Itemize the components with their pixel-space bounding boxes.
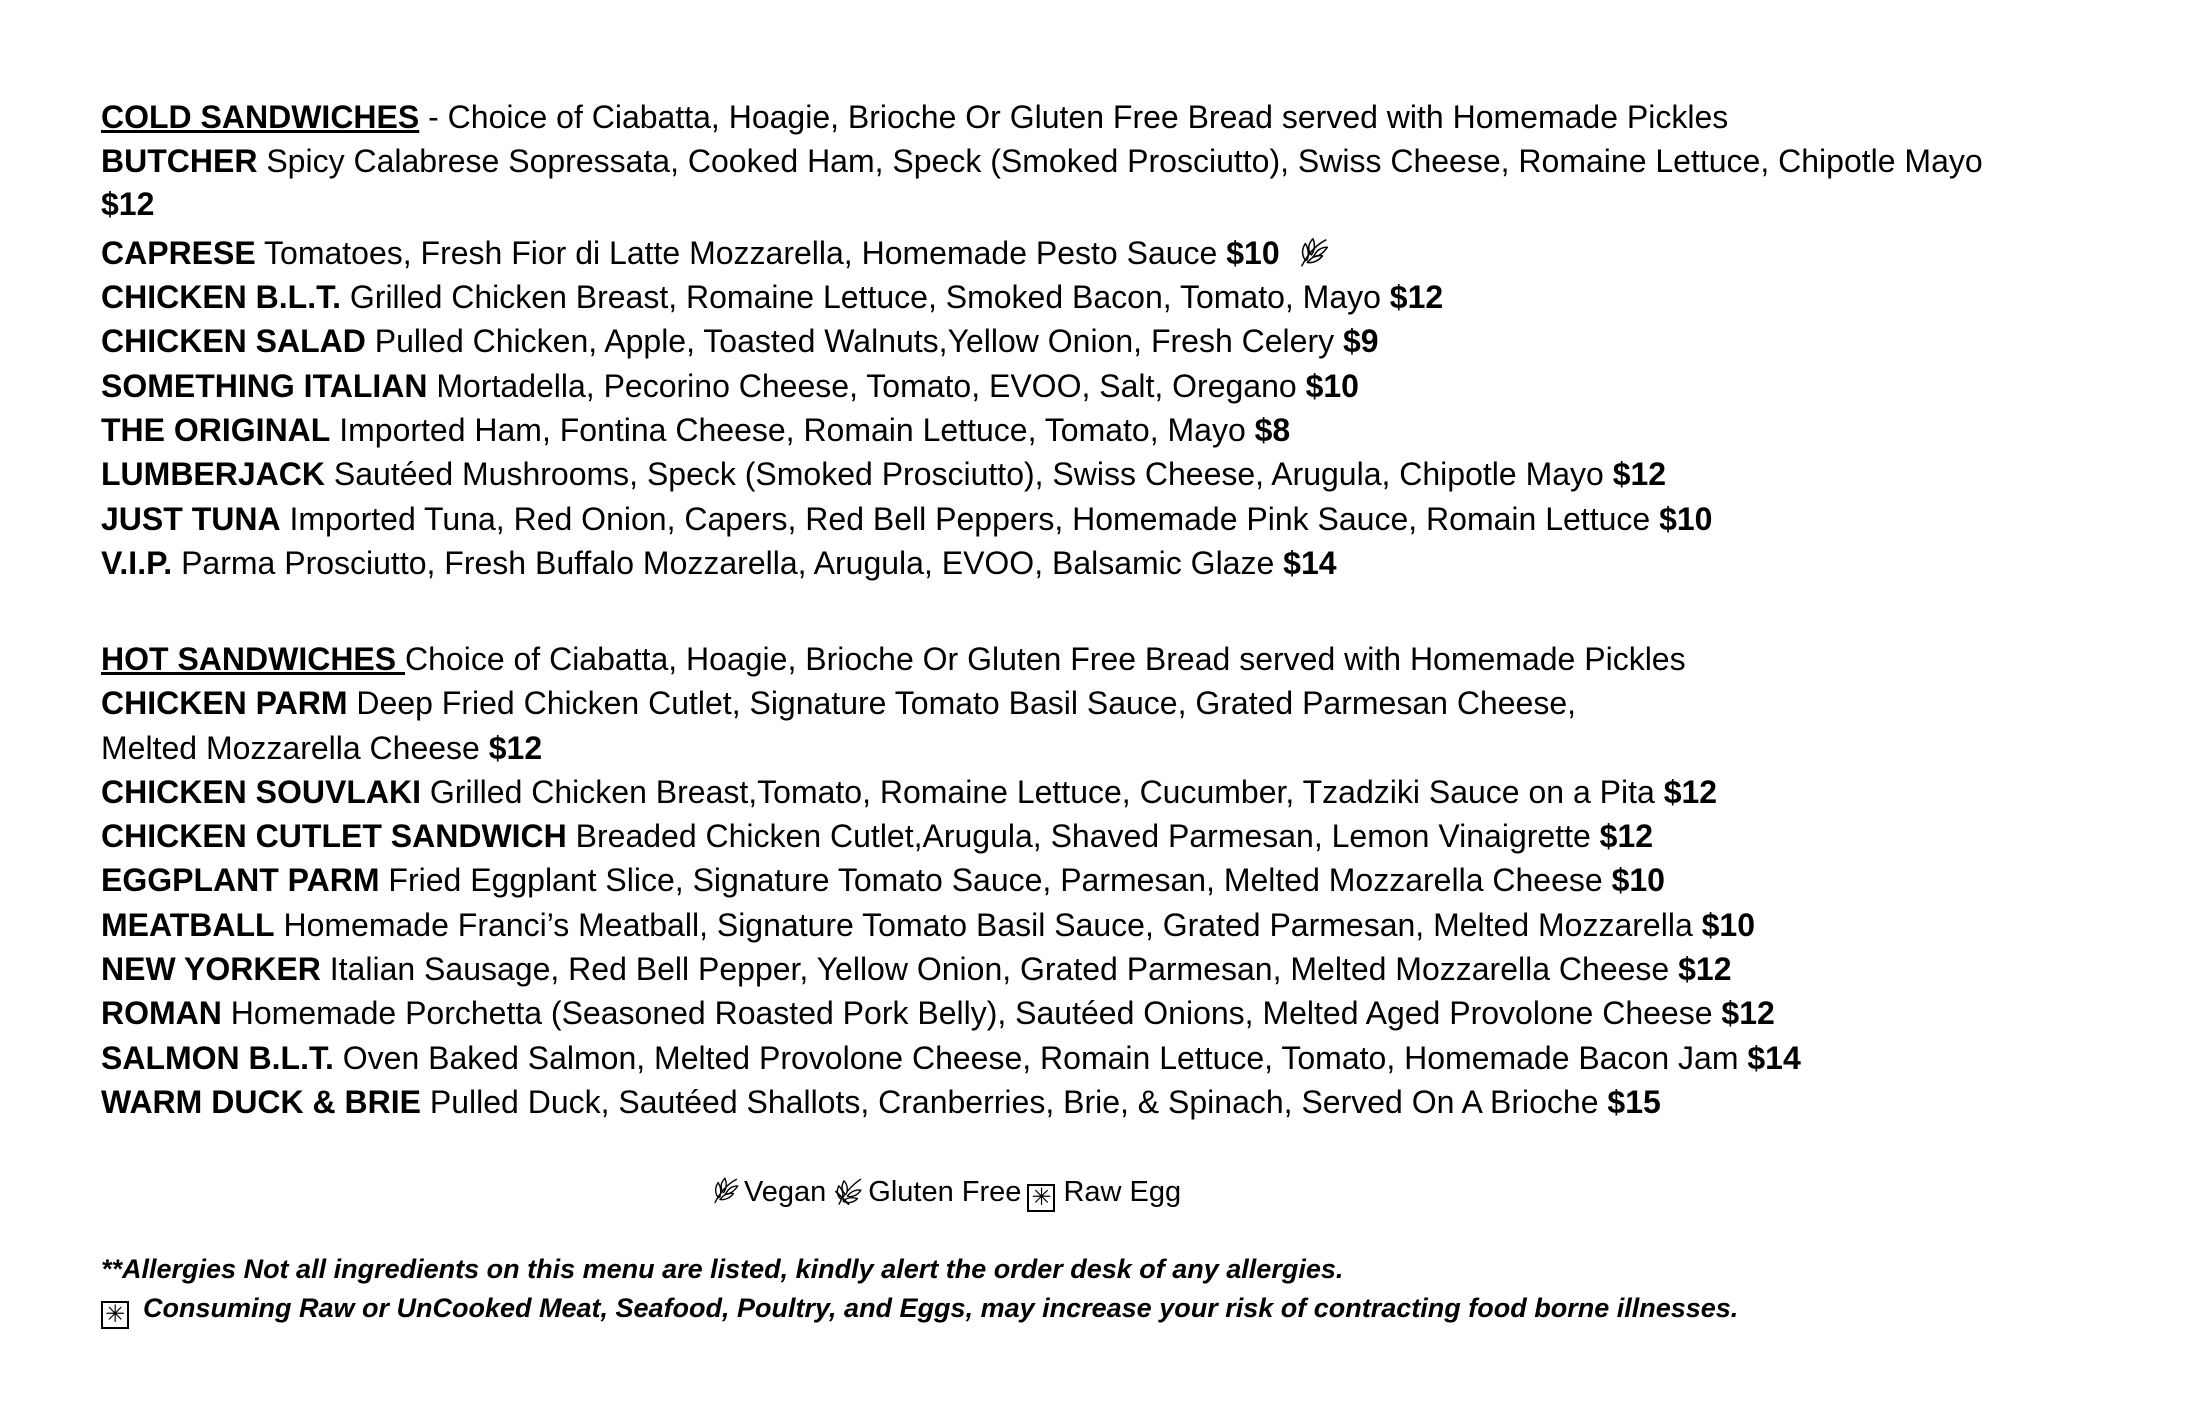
legend-gluten-free-label: Gluten Free [868,1176,1022,1208]
menu-item [101,275,2141,319]
item-price: $12 [1389,279,1444,316]
menu-item [101,231,2141,275]
item-name: SALMON B.L.T. [101,1039,334,1076]
item-price: $12 [1678,951,1732,988]
allergy-note: **Allergies Not all ingredients on this menu are listed, kindly alert the order desk of any allergies. [101,1254,1344,1284]
item-description: Oven Baked Salmon, Melted Provolone Cheese, Romain Lettuce, Tomato, Homemade Bacon Jam [333,1039,1748,1076]
item-price: $12 [101,185,155,222]
raw-egg-icon: ✳ [1027,1184,1055,1212]
menu-item [101,497,2141,541]
item-price: $14 [1283,544,1337,581]
item-description: Imported Ham, Fontina Cheese, Romain Lettuce, Tomato, Mayo [330,412,1255,449]
item-price: $12 [488,729,543,766]
section-intro: Choice of Ciabatta, Hoagie, Brioche Or Gluten Free Bread served with Homemade Pickles [405,641,1686,677]
menu-item [101,814,2141,858]
item-name: V.I.P. [101,544,173,581]
item-name: CHICKEN SOUVLAKI [101,773,422,810]
item-name: WARM DUCK & BRIE [101,1083,421,1120]
item-name: NEW YORKER [101,951,321,988]
item-price: $14 [1747,1039,1801,1076]
vegan-leaf-icon [708,1174,742,1208]
legend-raw-egg-label: Raw Egg [1055,1176,1182,1208]
item-name: JUST TUNA [101,500,281,537]
item-description: Grilled Chicken Breast,Tomato, Romaine Lettuce, Cucumber, Tzadziki Sauce on a Pita [421,773,1664,810]
menu-item [101,681,2141,770]
menu-item [101,1036,2141,1080]
item-description: Pulled Duck, Sautéed Shallots, Cranberries, Brie, & Spinach, Served On A Brioche [420,1083,1608,1120]
dietary-legend [708,1174,1181,1212]
raw-warning-text: Consuming Raw or UnCooked Meat, Seafood, Poultry, and Eggs, may increase your risk of contracting food borne illnesses. [143,1293,1739,1323]
item-price: $12 [1721,995,1775,1032]
item-description: Parma Prosciutto, Fresh Buffalo Mozzarella, Arugula, EVOO, Balsamic Glaze [172,544,1284,581]
item-name: CHICKEN CUTLET SANDWICH [101,818,567,855]
item-name: CHICKEN PARM [101,685,348,722]
menu-item [101,541,2141,585]
item-description: Tomatoes, Fresh Fior di Latte Mozzarella, Homemade Pesto Sauce [255,234,1227,271]
item-name: CAPRESE [101,234,256,271]
menu-item [101,364,2141,408]
item-description: Grilled Chicken Breast, Romaine Lettuce, Smoked Bacon, Tomato, Mayo [341,279,1390,316]
item-name: BUTCHER [101,143,258,180]
menu-item [101,408,2141,452]
legend-vegan-label: Vegan [744,1176,827,1208]
item-price: $8 [1254,412,1291,449]
item-price: $12 [1663,773,1718,810]
item-description: Sautéed Mushrooms, Speck (Smoked Prosciutto), Swiss Cheese, Arugula, Chipotle Mayo [325,456,1613,493]
footnotes [101,1250,1738,1329]
item-name: MEATBALL [101,906,275,943]
section-title: HOT SANDWICHES [101,641,405,677]
item-price: $10 [1226,234,1280,271]
section-header [101,637,2141,681]
item-name: LUMBERJACK [101,456,325,493]
item-price: $9 [1343,323,1379,360]
menu-item [101,858,2141,902]
item-description: Pulled Chicken, Apple, Toasted Walnuts,Yellow Onion, Fresh Celery [365,323,1343,360]
item-description: Breaded Chicken Cutlet,Arugula, Shaved Parmesan, Lemon Vinaigrette [566,818,1600,855]
section-title: COLD SANDWICHES [101,99,420,135]
item-description: Homemade Franci’s Meatball, Signature Tomato Basil Sauce, Grated Parmesan, Melted Mozzarella [274,906,1702,943]
item-description: Italian Sausage, Red Bell Pepper, Yellow Onion, Grated Parmesan, Melted Mozzarella Cheese [320,951,1679,988]
item-name: EGGPLANT PARM [101,862,380,899]
item-price: $10 [1701,906,1756,943]
section-intro: - Choice of Ciabatta, Hoagie, Brioche Or Gluten Free Bread served with Homemade Pickles [419,99,1729,135]
section-header [101,95,2141,139]
hot-sandwiches-section [101,637,2141,1124]
item-description: Spicy Calabrese Sopressata, Cooked Ham, Speck (Smoked Prosciutto), Swiss Cheese, Romaine Lettuce, Chipotle Mayo [257,143,1983,180]
item-price: $12 [1599,818,1654,855]
menu-item [101,947,2141,991]
menu-item [101,770,2141,814]
item-price: $10 [1611,862,1665,899]
item-description: Mortadella, Pecorino Cheese, Tomato, EVOO, Salt, Oregano [427,367,1306,404]
item-name: CHICKEN SALAD [101,323,366,360]
menu-item [101,991,2141,1035]
menu-item [101,903,2141,947]
item-price: $12 [1612,456,1667,493]
menu-item [101,452,2141,496]
item-name: SOMETHING ITALIAN [101,367,428,404]
menu-item [101,319,2141,363]
item-description: Fried Eggplant Slice, Signature Tomato Sauce, Parmesan, Melted Mozzarella Cheese [379,862,1612,899]
cold-sandwiches-section [101,95,2141,585]
raw-egg-icon: ✳ [101,1301,129,1329]
item-description: Homemade Porchetta (Seasoned Roasted Pork Belly), Sautéed Onions, Melted Aged Provolone Cheese [221,995,1722,1032]
gluten-free-icon [832,1174,866,1208]
item-price: $15 [1607,1083,1661,1120]
item-name: ROMAN [101,995,222,1032]
item-name: CHICKEN B.L.T. [101,279,341,316]
item-price: $10 [1659,500,1713,537]
vegan-leaf-icon [1294,234,1332,272]
item-price: $10 [1305,367,1359,404]
raw-warning-note [101,1289,1738,1329]
item-description: Deep Fried Chicken Cutlet, Signature Tomato Basil Sauce, Grated Parmesan Cheese, [347,685,1576,722]
menu-item [101,1080,2141,1124]
item-description-continued: Melted Mozzarella Cheese [101,729,489,766]
menu-item [101,139,2141,226]
item-name: THE ORIGINAL [101,412,331,449]
item-description: Imported Tuna, Red Onion, Capers, Red Bell Peppers, Homemade Pink Sauce, Romain Lettuce [280,500,1660,537]
